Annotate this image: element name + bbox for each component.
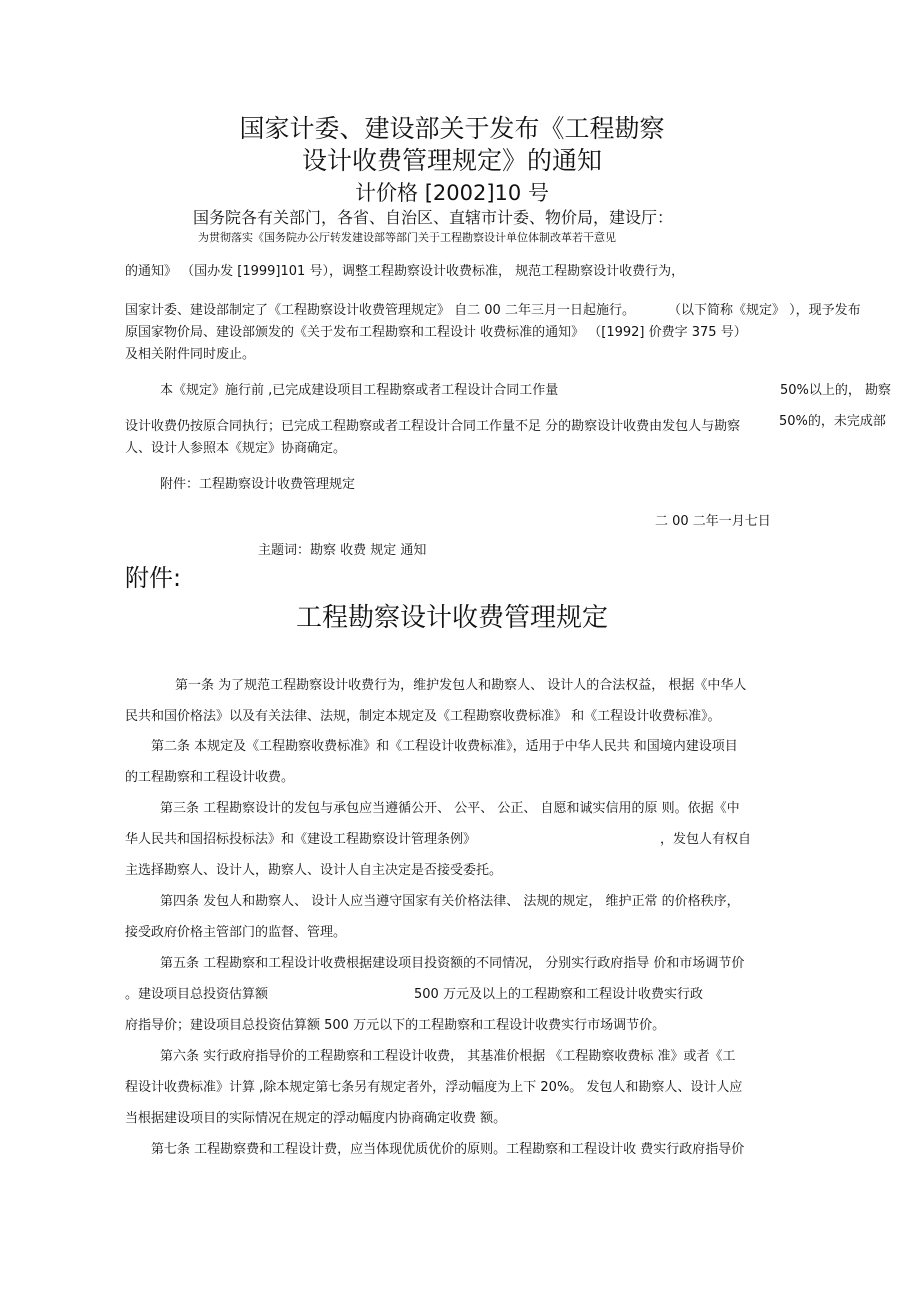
- notice-title-line2: 设计收费管理规定》的通知: [301, 146, 602, 175]
- article-5-line-3: 府指导价；建设项目总投资估算额 500 万元以下的工程勘察和工程设计收费实行市场调节价。: [125, 1018, 666, 1033]
- addressee: 国务院各有关部门，各省、自治区、直辖市计委、物价局，建设厅：: [193, 208, 674, 227]
- article-5-line-2-right: 500 万元及以上的工程勘察和工程设计收费实行政: [414, 987, 703, 1002]
- article-6-line-3: 当根据建设项目的实际情况在规定的浮动幅度内协商确定收费 额。: [125, 1111, 507, 1126]
- article-3-line-1: 第三条 工程勘察设计的发包与承包应当遵循公开、 公平、 公正、 自愿和诚实信用的原 则。依据《中: [160, 801, 740, 816]
- article-4-line-1: 第四条 发包人和勘察人、 设计人应当遵守国家有关价格法律、 法规的规定， 维护正常 的价格秩序，: [160, 894, 740, 909]
- paragraph-2-line-1-right: （以下简称《规定》 ），现予发布: [668, 303, 861, 318]
- notice-date: 二 00 二年一月七日: [655, 514, 771, 529]
- paragraph-1-line-2: 的通知》 （国办发 [1999]101 号），调整工程勘察设计收费标准， 规范工程勘察设计收费行为，: [125, 264, 685, 279]
- paragraph-2-line-1: 国家计委、建设部制定了《工程勘察设计收费管理规定》 自二 00 二年三月一日起施行。: [125, 303, 635, 318]
- article-1-line-2: 民共和国价格法》以及有关法律、法规，制定本规定及《工程勘察收费标准》 和《工程设计收费标准》。: [125, 709, 721, 724]
- paragraph-2-line-2: 原国家物价局、建设部颁发的《关于发布工程勘察和工程设计 收费标准的通知》 （[1992] 价费字 375 号）: [125, 325, 747, 340]
- article-7-line-1: 第七条 工程勘察费和工程设计费，应当体现优质优价的原则。工程勘察和工程设计收 费实行政府指导价: [151, 1142, 745, 1157]
- notice-title-line1: 国家计委、建设部关于发布《工程勘察: [239, 114, 665, 143]
- article-3-line-2-right: ，发包人有权自: [660, 832, 752, 847]
- paragraph-3-line-1: 本《规定》施行前 ,已完成建设项目工程勘察或者工程设计合同工作量: [160, 383, 559, 398]
- attachment-label: 附件:: [125, 564, 182, 592]
- article-2-line-2: 的工程勘察和工程设计收费。: [125, 770, 295, 785]
- article-5-line-1: 第五条 工程勘察和工程设计收费根据建设项目投资额的不同情况， 分别实行政府指导 价和市场调节价: [160, 956, 745, 971]
- article-1-line-1: 第一条 为了规范工程勘察设计收费行为，维护发包人和勘察人、 设计人的合法权益， 根据《中华人: [175, 678, 747, 693]
- paragraph-3-line-2-right: 50%的，未完成部: [779, 414, 886, 429]
- paragraph-3-line-1-right: 50%以上的， 勘察: [780, 383, 892, 398]
- paragraph-1-line-1: 为贯彻落实《国务院办公厅转发建设部等部门关于工程勘察设计单位体制改革若干意见: [198, 231, 616, 244]
- article-2-line-1: 第二条 本规定及《工程勘察收费标准》和《工程设计收费标准》，适用于中华人民共 和国境内建设项目: [151, 739, 738, 754]
- paragraph-3-line-2: 设计收费仍按原合同执行；已完成工程勘察或者工程设计合同工作量不足 分的勘察设计收费由发包人与勘察: [125, 419, 741, 434]
- article-3-line-2: 华人民共和国招标投标法》和《建设工程勘察设计管理条例》: [125, 832, 477, 847]
- article-3-line-3: 主选择勘察人、设计人，勘察人、设计人自主决定是否接受委托。: [125, 863, 503, 878]
- article-4-line-2: 接受政府价格主管部门的监督、管理。: [125, 925, 347, 940]
- article-6-line-2: 程设计收费标准》计算 ,除本规定第七条另有规定者外，浮动幅度为上下 20%。 发包人和勘察人、设计人应: [125, 1080, 743, 1095]
- document-number: 计价格 [2002]10 号: [355, 181, 549, 205]
- attachment-note: 附件：工程勘察设计收费管理规定: [160, 477, 356, 492]
- article-6-line-1: 第六条 实行政府指导价的工程勘察和工程设计收费， 其基准价根据 《工程勘察收费标 准》或者《工: [160, 1049, 736, 1064]
- article-5-line-2: 。建设项目总投资估算额: [125, 987, 269, 1002]
- paragraph-3-line-3: 人、设计人参照本《规定》协商确定。: [125, 441, 347, 456]
- paragraph-2-line-3: 及相关附件同时废止。: [125, 347, 256, 362]
- subject-keywords: 主题词：勘察 收费 规定 通知: [258, 543, 427, 558]
- regulation-title: 工程勘察设计收费管理规定: [295, 603, 608, 633]
